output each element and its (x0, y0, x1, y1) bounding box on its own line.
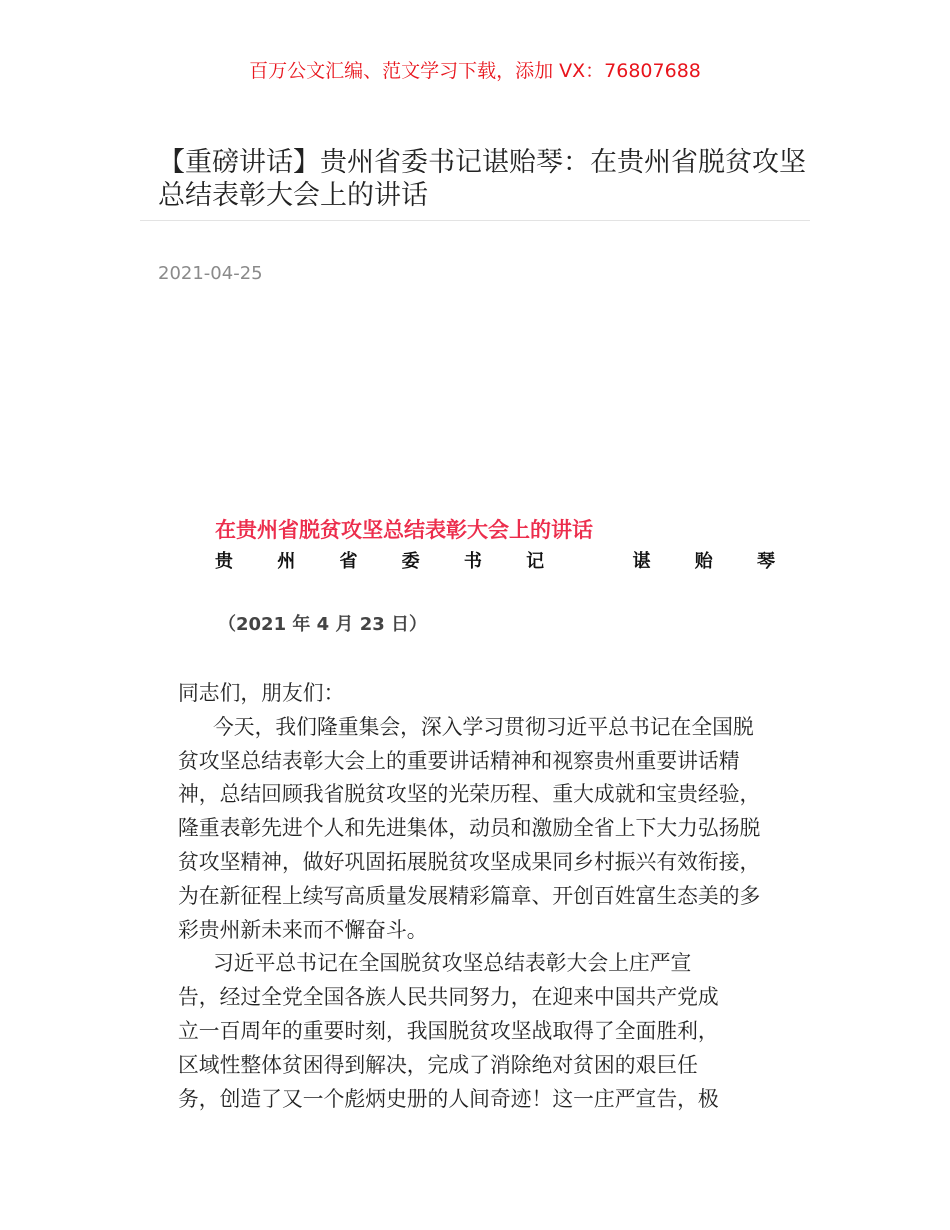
author-char: 省 (339, 551, 358, 572)
body-line: 务，创造了又一个彪炳史册的人间奇迹！这一庄严宣告，极 (178, 1086, 719, 1111)
author-char: 琴 (756, 551, 775, 572)
author-char: 书 (463, 551, 482, 572)
body-line: 贫攻坚精神，做好巩固拓展脱贫攻坚成果同乡村振兴有效衔接， (178, 850, 761, 874)
author-char: 委 (401, 551, 420, 572)
body-line: 隆重表彰先进个人和先进集体，动员和激励全省上下大力弘扬脱 (178, 816, 761, 841)
author-char: 记 (526, 551, 545, 572)
speech-author (215, 547, 775, 573)
body-line: 告，经过全党全国各族人民共同努力，在迎来中国共产党成 (178, 985, 719, 1010)
title-divider (140, 220, 810, 221)
body-line: 今天，我们隆重集会，深入学习贯彻习近平总书记在全国脱 (213, 714, 754, 739)
body-line: 立一百周年的重要时刻，我国脱贫攻坚战取得了全面胜利， (178, 1019, 719, 1043)
author-char: 谌 (632, 551, 651, 572)
body-line: 区域性整体贫困得到解决，完成了消除绝对贫困的艰巨任 (178, 1052, 698, 1077)
publish-date: 2021-04-25 (158, 263, 263, 284)
body-line: 贫攻坚总结表彰大会上的重要讲话精神和视察贵州重要讲话精 (178, 748, 740, 773)
author-char: 贵 (215, 551, 233, 572)
body-line: 习近平总书记在全国脱贫攻坚总结表彰大会上庄严宣 (213, 951, 692, 976)
author-char: 贻 (694, 551, 713, 572)
body-line: 神，总结回顾我省脱贫攻坚的光荣历程、重大成就和宝贵经验， (178, 782, 761, 807)
article-title-line-1: 【重磅讲话】贵州省委书记谌贻琴：在贵州省脱贫攻坚 (158, 147, 806, 178)
speech-date: （2021 年 4 月 23 日） (218, 614, 428, 635)
body-line: 彩贵州新未来而不懈奋斗。 (178, 917, 428, 942)
author-char: 州 (277, 551, 296, 572)
body-line: 为在新征程上续写高质量发展精彩篇章、开创百姓富生态美的多 (178, 883, 761, 908)
promo-banner: 百万公文汇编、范文学习下载，添加 VX：76807688 (249, 60, 701, 82)
body-line: 同志们，朋友们： (178, 681, 345, 705)
article-title-line-2: 总结表彰大会上的讲话 (158, 180, 428, 211)
speech-title: 在贵州省脱贫攻坚总结表彰大会上的讲话 (215, 518, 593, 542)
